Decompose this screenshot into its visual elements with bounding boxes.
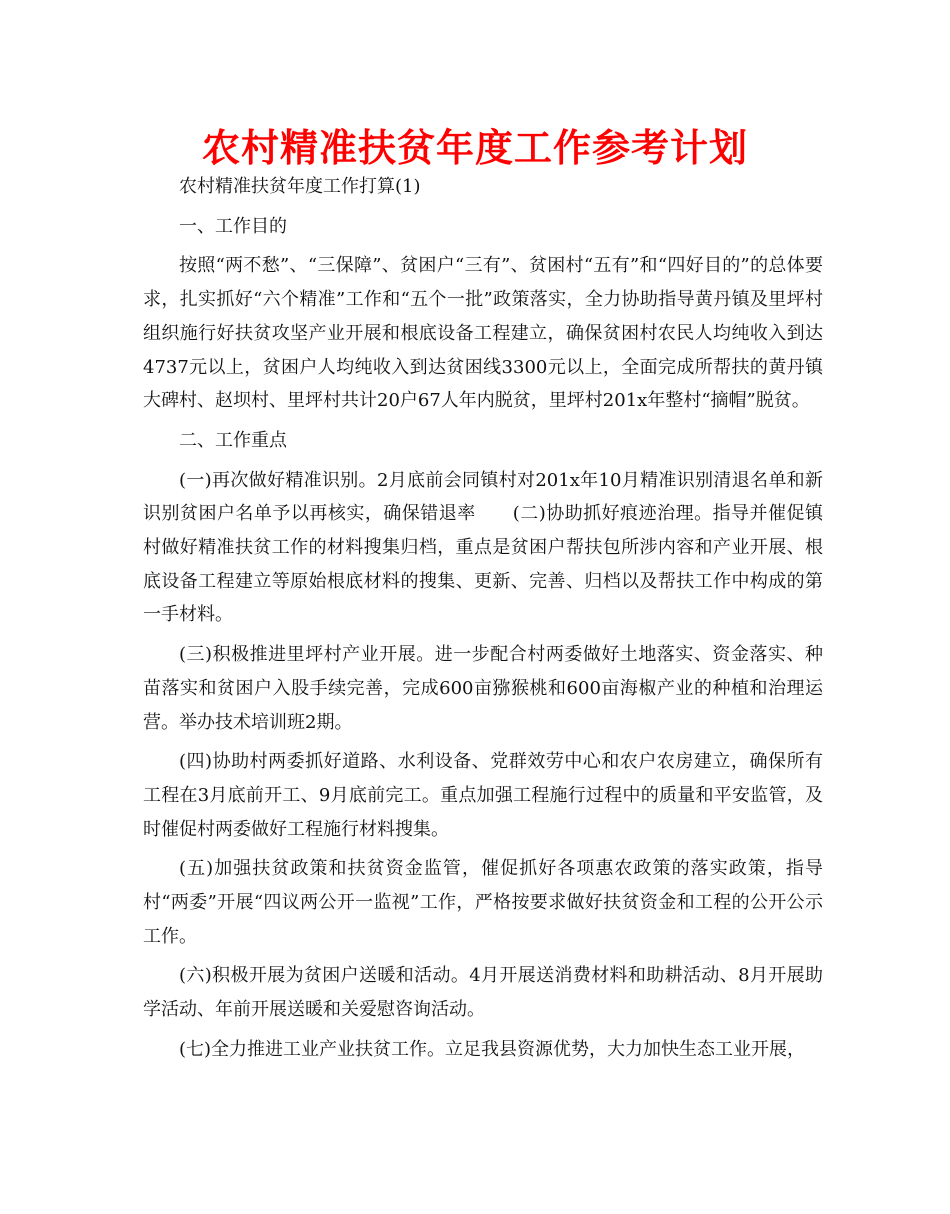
- body-paragraph: (一)再次做好精准识别。2月底前会同镇村对201x年10月精准识别清退名单和新识别贫困户名单予以再核实，确保错退率 (二)协助抓好痕迹治理。指导并催促镇村做好精准扶贫工作的材料搜集归档，重点是贫困户帮扶包所涉内容和产业开展、根底设备工程建立等原始根底材料的搜集、更新、完善、归档以及帮扶工作中构成的第一手材料。: [143, 469, 823, 626]
- document-title: 农村精准扶贫年度工作参考计划: [201, 126, 748, 170]
- section-heading-2: 二、工作重点: [179, 429, 287, 451]
- body-paragraph: 按照“两不愁”、“三保障”、贫困户“三有”、贫困村“五有”和“四好目的”的总体要求，扎实抓好“六个精准”工作和“五个一批”政策落实，全力协助指导黄丹镇及里坪村组织施行好扶贫攻坚产业开展和根底设备工程建立，确保贫困村农民人均纯收入到达4737元以上，贫困户人均纯收入到达贫困线3300元以上，全面完成所帮扶的黄丹镇大碑村、赵坝村、里坪村共计20户67人年内脱贫，里坪村201x年整村“摘帽”脱贫。: [143, 255, 823, 412]
- body-paragraph: (七)全力推进工业产业扶贫工作。立足我县资源优势，大力加快生态工业开展，: [179, 1038, 806, 1060]
- body-paragraph: (六)积极开展为贫困户送暖和活动。4月开展送消费材料和助耕活动、8月开展助学活动、年前开展送暖和关爱慰咨询活动。: [143, 965, 823, 1021]
- body-paragraph: (五)加强扶贫政策和扶贫资金监管，催促抓好各项惠农政策的落实政策，指导村“两委”开展“四议两公开一监视”工作，严格按要求做好扶贫资金和工程的公开公示工作。: [143, 858, 823, 947]
- body-paragraph: (三)积极推进里坪村产业开展。进一步配合村两委做好土地落实、资金落实、种苗落实和贫困户入股手续完善，完成600亩猕猴桃和600亩海椒产业的种植和治理运营。举办技术培训班2期。: [143, 644, 823, 733]
- body-paragraph: (四)协助村两委抓好道路、水利设备、党群效劳中心和农户农房建立，确保所有工程在3月底前开工、9月底前完工。重点加强工程施行过程中的质量和平安监管，及时催促村两委做好工程施行材料搜集。: [143, 751, 823, 840]
- subtitle-paragraph: 农村精准扶贫年度工作打算(1): [179, 176, 421, 197]
- section-heading-1: 一、工作目的: [179, 215, 287, 237]
- document-body: [143, 170, 823, 1073]
